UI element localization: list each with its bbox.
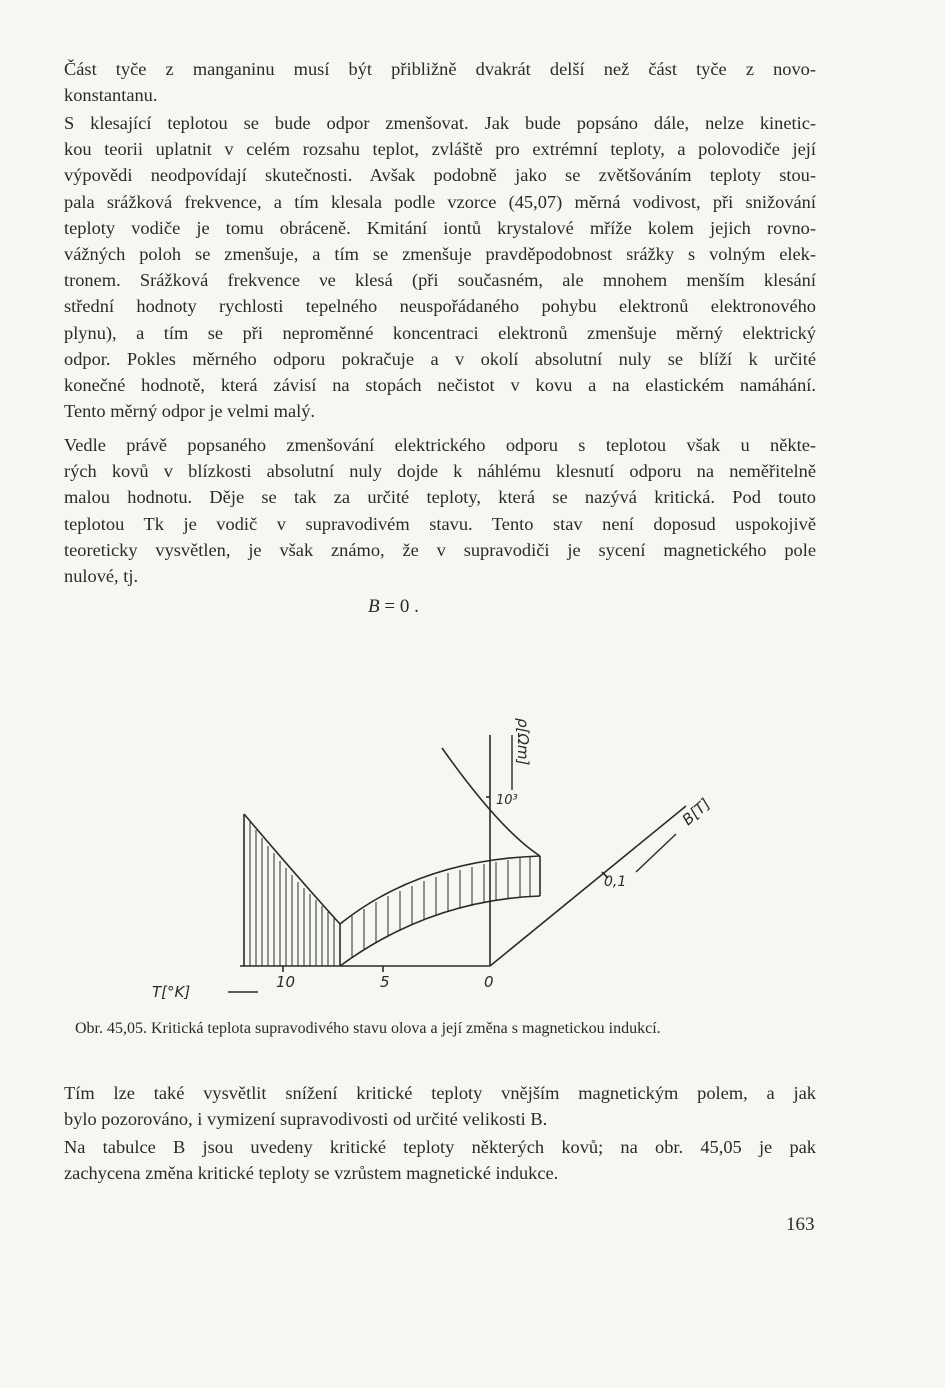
rho-tick-label: 10³	[496, 793, 518, 808]
text-line: teplotou Tk je vodič v supravodivém stavu. Tento stav není doposud uspokojivě	[64, 513, 816, 534]
paragraph-2	[64, 110, 816, 424]
t-tick-label-0: 0	[484, 973, 494, 991]
text-line: konstantanu.	[64, 85, 158, 106]
text-line: S klesající teplotou se bude odpor zmenšovat. Jak bude popsáno dále, nelze kinetic-	[64, 113, 816, 133]
equation-lhs: B	[368, 596, 380, 617]
band-lower-curve	[340, 896, 540, 966]
paragraph-5	[64, 1134, 816, 1186]
rho-axis-label: ρ[Ωm]	[514, 718, 532, 766]
b-axis-line	[490, 806, 686, 966]
text-line: Na tabulce B jsou uvedeny kritické teploty některých kovů; na obr. 45,05 je pak	[64, 1137, 816, 1157]
text-line: střední hodnoty rychlosti tepelného neuspořádaného pohybu elektronů elektronového	[64, 296, 816, 317]
text-line: tronem. Srážková frekvence νe klesá (při současném, ale mnohem menším klesání	[64, 270, 816, 291]
paragraph-1	[64, 56, 816, 108]
figure-critical-temperature	[130, 640, 750, 1020]
text-line: konečné hodnotě, která závisí na stopách nečistot v kovu a na elastickém namáhání.	[64, 375, 816, 396]
text-line: vážných poloh se zmenšuje, a tím se zmenšuje pravděpodobnost srážky s volným elek-	[64, 244, 816, 265]
b-axis-arrow	[636, 834, 676, 872]
text-line: výpovědi neodpovídají skutečnosti. Avšak podobně jako se zvětšováním teploty stou-	[64, 165, 816, 186]
text-line: rých kovů v blízkosti absolutní nuly dojde k náhlému klesnutí odporu na neměřitelně	[64, 461, 816, 482]
equation	[368, 596, 419, 618]
paragraph-3	[64, 432, 816, 589]
t-tick-label-5: 5	[380, 973, 390, 991]
text-line: teploty vodiče je tomu obráceně. Kmitání iontů krystalové mříže kolem jejich rovno-	[64, 217, 816, 238]
text-line: kou teorii uplatnit v celém rozsahu teplot, zvláště pro extrémní teploty, a polovodiče její	[64, 139, 816, 160]
t-tick-label-10: 10	[276, 973, 296, 991]
equation-rhs: = 0 .	[384, 596, 419, 617]
text-line: plynu), a tím se při neproměnné koncentraci elektronů zmenšuje měrný elektrický	[64, 322, 816, 343]
t-axis-label: T[°K]	[152, 983, 191, 1001]
text-line: Část tyče z manganinu musí být přibližně dvakrát delší než část tyče z novo-	[64, 59, 816, 79]
b-tick-label: 0,1	[604, 874, 627, 890]
text-line: pala srážková frekvence, a tím klesala podle vzorce (45,07) měrná vodivost, při snižování	[64, 191, 816, 212]
text-line: Vedle právě popsaného zmenšování elektrického odporu s teplotou však u někte-	[64, 435, 816, 455]
text-line: zachycena změna kritické teploty se vzrůstem magnetické indukce.	[64, 1163, 559, 1184]
text-line: odpor. Pokles měrného odporu pokračuje a v okolí absolutní nuly se blíží k určité	[64, 348, 816, 369]
text-line: Tento měrný odpor je velmi malý.	[64, 401, 316, 422]
hatch-left	[250, 822, 334, 966]
text-line: Tím lze také vysvětlit snížení kritické teploty vnějším magnetickým polem, a jak	[64, 1083, 816, 1103]
b-axis-label: B[T]	[678, 794, 714, 829]
text-line: malou hodnotu. Děje se tak za určité teploty, která se nazývá kritická. Pod touto	[64, 487, 816, 508]
figure-caption: Obr. 45,05. Kritická teplota supravodivého stavu olova a její změna s magnetickou indukcí.	[75, 1020, 661, 1037]
text-line: nulové, tj.	[64, 566, 139, 587]
paragraph-4	[64, 1080, 816, 1132]
text-line: teoreticky vysvětlen, je však známo, že v supravodiči je sycení magnetického pole	[64, 539, 816, 560]
text-line: bylo pozorováno, i vymizení supravodivosti od určité velikosti B.	[64, 1109, 548, 1130]
page-number: 163	[786, 1214, 815, 1235]
